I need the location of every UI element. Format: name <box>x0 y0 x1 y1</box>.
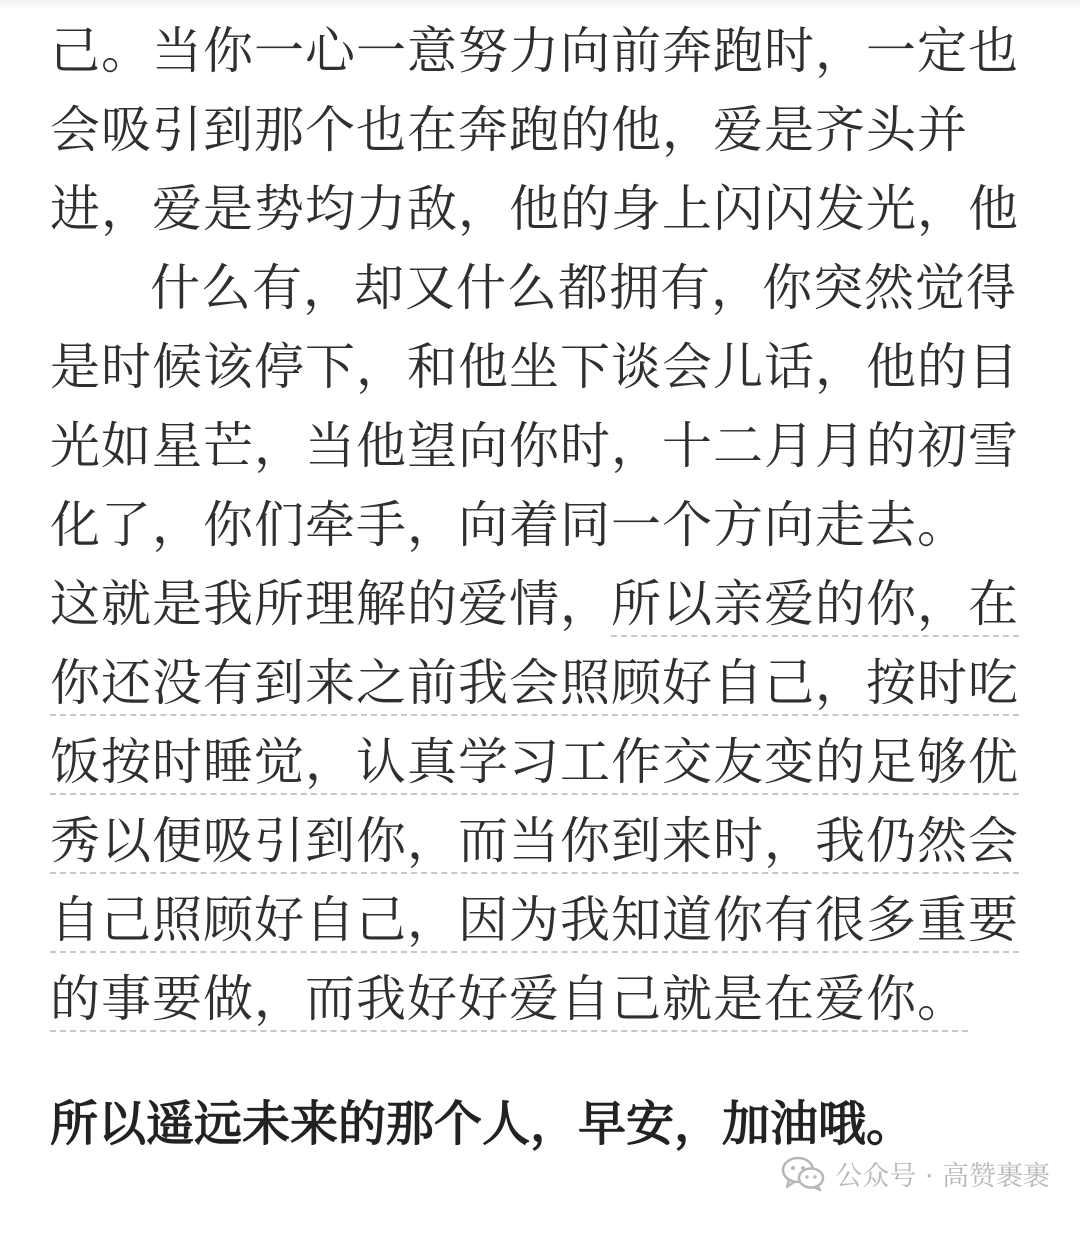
closing-line: 所以遥远未来的那个人，早安，加油哦。 <box>50 1096 915 1152</box>
watermark <box>781 1154 1050 1193</box>
text-line-1: 己。当你一心一意努力向前奔跑时，一定也 <box>50 22 1019 80</box>
text-line-13-underlined: 的事要做，而我好好爱自己就是在爱你。 <box>50 970 968 1032</box>
text-line-9 <box>50 644 1030 723</box>
text-line-6: 光如星芒，当他望向你时，十二月月的初雪 <box>50 417 1019 475</box>
text-line-2: 会吸引到那个也在奔跑的他，爱是齐头并 <box>50 101 968 159</box>
text-line-7: 化了，你们牵手，向着同一个方向走去。 <box>50 496 968 554</box>
text-line-11-underlined: 秀以便吸引到你，而当你到来时，我仍然会 <box>50 812 1019 874</box>
text-line-8-underlined: 所以亲爱的你，在 <box>611 575 1019 637</box>
text-line-10 <box>50 723 1030 802</box>
text-line-8-plain: 这就是我所理解的爱情， <box>50 575 611 633</box>
article-body <box>50 12 1030 1164</box>
text-line-5: 是时候该停下，和他坐下谈会儿话，他的目 <box>50 338 1019 396</box>
text-line-10-underlined: 饭按时睡觉，认真学习工作交友变的足够优 <box>50 733 1019 795</box>
text-line-11 <box>50 802 1030 881</box>
text-line-3: 进，爱是势均力敌，他的身上闪闪发光，他 <box>50 180 1019 238</box>
text-line-12-underlined: 自己照顾好自己，因为我知道你有很多重要 <box>50 891 1019 953</box>
text-line-13 <box>50 960 1030 1039</box>
top-fade <box>0 0 1080 10</box>
paragraph-spacer <box>50 1039 1030 1084</box>
blurred-region <box>50 257 145 319</box>
text-line-12 <box>50 881 1030 960</box>
watermark-text: 公众号 · 高赞裹裹 <box>835 1161 1050 1192</box>
text-line-8 <box>50 565 1030 644</box>
text-line-4 <box>50 249 1030 328</box>
wechat-icon <box>781 1156 825 1192</box>
text-line-9-underlined: 你还没有到来之前我会照顾好自己，按时吃 <box>50 654 1019 716</box>
text-line-4-content: 什么有，却又什么都拥有，你突然觉得 <box>150 259 1017 317</box>
